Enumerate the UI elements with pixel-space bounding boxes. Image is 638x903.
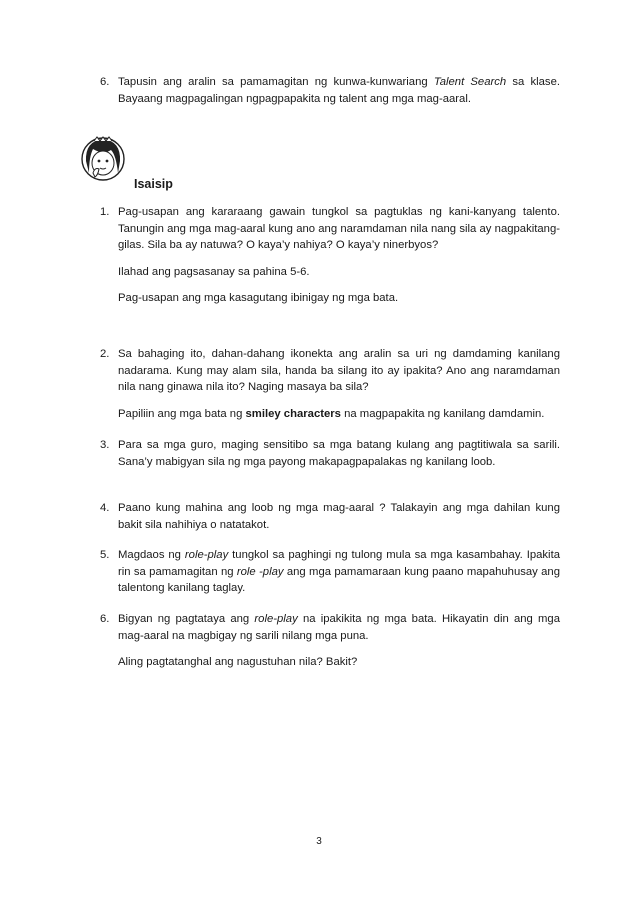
item-number: 2. <box>100 348 110 360</box>
item-text: Magdaos ng role-play tungkol sa paghingi ng tulong mula sa mga kasambahay. Ipakita rin sa pamamagitan ng role -play ang mga pamamaraan kung paano mapahuhusay ang talentong kanilang taglay. <box>118 549 561 594</box>
item-number: 5. <box>100 549 110 561</box>
item-paragraph: Aling pagtatanghal ang nagustuhan nila? Bakit? <box>118 656 358 668</box>
girl-thinking-icon <box>81 133 127 183</box>
item-number: 3. <box>100 439 110 451</box>
item-text: Sa bahaging ito, dahan-dahang ikonekta ang aralin sa uri ng damdaming kanilang nadarama. Kung may alam sila, handa ba silang ito ay ipakita? Ano ang naramdaman nila nang ginawa nila ito? Naging masaya ba sila? <box>118 348 560 393</box>
page-number: 3 <box>316 836 322 847</box>
list-item-2 <box>100 346 560 422</box>
item-text: Pag-usapan ang kararaang gawain tungkol sa pagtuklas ng kani-kanyang talento. Tanungin ang mga mag-aaral kung ano ang naramdaman nila nang sila ay nagpakitang-gilas. Sila ba ay natuwa? O kaya’y nahiya? O kaya’y ninerbyos? <box>118 206 560 251</box>
item-paragraph: Pag-usapan ang mga kasagutang ibinigay ng mga bata. <box>118 292 399 304</box>
section-title: Isaisip <box>134 177 173 191</box>
list-item-1 <box>100 204 560 307</box>
item-text: Tapusin ang aralin sa pamamagitan ng kunwa-kunwariang Talent Search sa klase. Bayaang magpagalingan ngpagpapakita ng talent ang mga mag-aaral. <box>118 76 560 105</box>
item-text: Paano kung mahina ang loob ng mga mag-aaral ? Talakayin ang mga dahilan kung bakit sila nahihiya o natatakot. <box>118 502 560 531</box>
item-number: 6. <box>100 76 110 88</box>
item-paragraph: Ilahad ang pagsasanay sa pahina 5-6. <box>118 265 310 278</box>
item-number: 6. <box>100 613 110 625</box>
item-text: Para sa mga guro, maging sensitibo sa mga batang kulang ang pagtitiwala sa sarili. Sana’y mabigyan sila ng mga payong makapagpapalakas ng kanilang loob. <box>118 439 560 468</box>
item-paragraph: Papiliin ang mga bata ng smiley characters na magpapakita ng kanilang damdamin. <box>118 407 545 420</box>
list-item-6 <box>100 611 560 671</box>
list-item-5 <box>100 547 561 597</box>
list-item-3 <box>100 437 560 470</box>
list-item-4 <box>100 500 560 533</box>
list-item-intro-6 <box>100 74 560 107</box>
item-text: Bigyan ng pagtataya ang role-play na ipakikita ng mga bata. Hikayatin din ang mga mag-aaral na magbigay ng sarili nilang mga puna. <box>118 613 560 642</box>
item-number: 1. <box>100 206 110 218</box>
item-number: 4. <box>100 502 110 514</box>
